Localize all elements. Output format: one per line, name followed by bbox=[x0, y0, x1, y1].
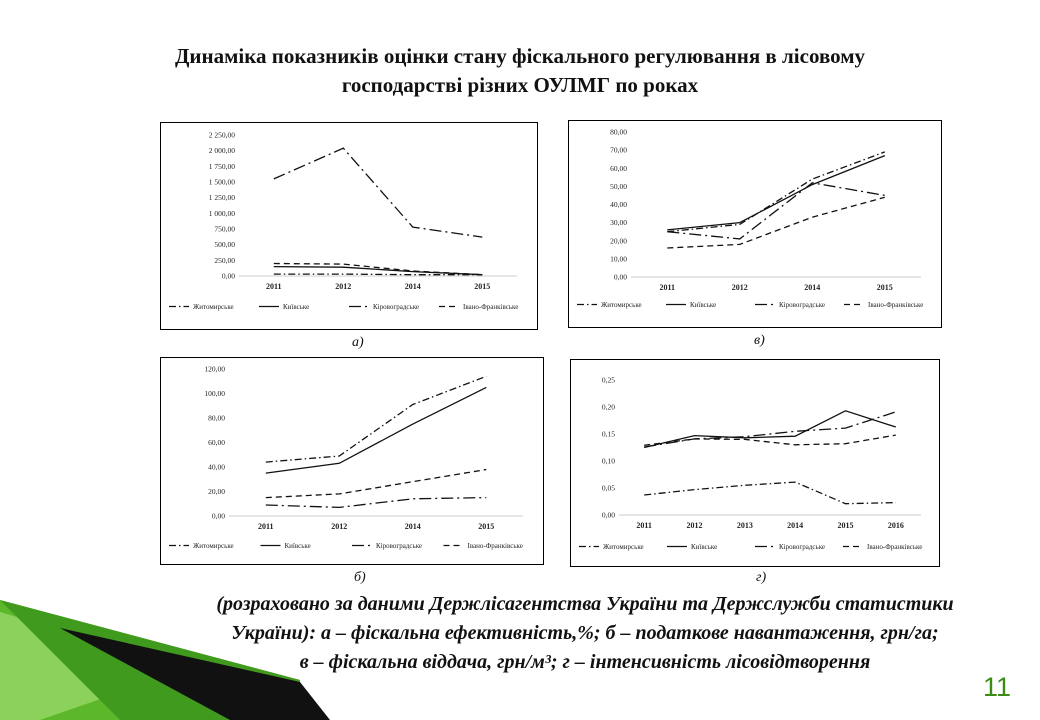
y-tick-label: 0,00 bbox=[613, 272, 627, 282]
legend-label: Кіровоградське bbox=[779, 301, 826, 309]
y-tick-label: 80,00 bbox=[610, 127, 627, 137]
y-tick-label: 70,00 bbox=[610, 145, 627, 155]
chart-panel-g bbox=[570, 359, 940, 567]
legend-label: Київське bbox=[691, 543, 718, 551]
y-tick-label: 0,00 bbox=[601, 510, 615, 520]
title-line-1: Динаміка показників оцінки стану фіскального регулювання в лісовому bbox=[174, 44, 866, 68]
chart-panel-a bbox=[160, 122, 538, 330]
chart-label-g: г) bbox=[756, 570, 767, 585]
y-tick-label: 2 250,00 bbox=[208, 130, 235, 140]
chart-label-a: а) bbox=[352, 335, 364, 350]
y-tick-label: 120,00 bbox=[204, 364, 225, 374]
x-tick-label: 2014 bbox=[804, 283, 821, 292]
caption-line-3: в – фіскальна віддача, грн/м³; г – інтенсивність лісовідтворення bbox=[299, 651, 871, 673]
chart-g bbox=[571, 360, 939, 566]
x-tick-label: 2015 bbox=[478, 522, 495, 531]
x-tick-label: 2015 bbox=[876, 283, 893, 292]
y-tick-label: 20,00 bbox=[610, 236, 627, 246]
chart-label-v: в) bbox=[754, 333, 765, 348]
legend-label: Кіровоградське bbox=[779, 543, 826, 551]
chart-panel-b bbox=[160, 357, 544, 565]
x-tick-label: 2012 bbox=[731, 283, 748, 292]
x-tick-label: 2012 bbox=[331, 522, 348, 531]
series-line-4 bbox=[266, 470, 487, 498]
series-line-1 bbox=[266, 376, 487, 462]
y-tick-label: 1 750,00 bbox=[208, 161, 235, 171]
x-tick-label: 2014 bbox=[787, 521, 804, 530]
legend-label: Кіровоградське bbox=[376, 542, 423, 550]
y-tick-label: 40,00 bbox=[208, 462, 225, 472]
x-tick-label: 2014 bbox=[404, 522, 421, 531]
series-line-2 bbox=[667, 156, 885, 230]
y-tick-label: 1 500,00 bbox=[208, 177, 235, 187]
legend-label: Івано-Франківське bbox=[467, 542, 523, 550]
page-title bbox=[60, 42, 980, 100]
y-tick-label: 750,00 bbox=[214, 224, 235, 234]
legend-label: Київське bbox=[690, 301, 717, 309]
y-tick-label: 50,00 bbox=[610, 181, 627, 191]
chart-b bbox=[161, 358, 543, 564]
x-tick-label: 2011 bbox=[636, 521, 652, 530]
legend-label: Кіровоградське bbox=[373, 303, 420, 311]
y-tick-label: 1 250,00 bbox=[208, 193, 235, 203]
y-tick-label: 0,00 bbox=[221, 271, 235, 281]
series-line-4 bbox=[667, 197, 885, 248]
chart-panel-v bbox=[568, 120, 942, 328]
series-line-1 bbox=[644, 482, 896, 504]
chart-a bbox=[161, 123, 537, 329]
legend-label: Київське bbox=[283, 303, 310, 311]
x-tick-label: 2012 bbox=[335, 282, 352, 291]
legend-label: Київське bbox=[284, 542, 311, 550]
y-tick-label: 20,00 bbox=[208, 487, 225, 496]
x-tick-label: 2015 bbox=[837, 521, 854, 530]
figure-caption bbox=[120, 590, 1040, 677]
series-line-3 bbox=[274, 148, 483, 237]
y-tick-label: 60,00 bbox=[610, 163, 627, 173]
x-tick-label: 2011 bbox=[257, 522, 274, 531]
legend-label: Житомирське bbox=[603, 543, 644, 551]
y-tick-label: 60,00 bbox=[208, 438, 225, 447]
x-tick-label: 2011 bbox=[659, 283, 676, 292]
x-tick-label: 2014 bbox=[404, 282, 421, 291]
series-line-3 bbox=[266, 498, 487, 508]
y-tick-label: 0,15 bbox=[601, 429, 615, 439]
legend-label: Івано-Франківське bbox=[463, 303, 519, 311]
legend-label: Житомирське bbox=[601, 301, 642, 309]
y-tick-label: 500,00 bbox=[214, 240, 235, 250]
series-line-1 bbox=[274, 274, 483, 275]
x-tick-label: 2011 bbox=[265, 282, 282, 291]
y-tick-label: 40,00 bbox=[610, 200, 627, 209]
y-tick-label: 80,00 bbox=[208, 413, 225, 423]
legend-label: Житомирське bbox=[193, 303, 234, 311]
title-line-2: господарстві різних ОУЛМГ по роках bbox=[341, 73, 699, 97]
y-tick-label: 100,00 bbox=[204, 389, 225, 398]
page-number: 11 bbox=[983, 672, 1012, 702]
y-tick-label: 0,25 bbox=[601, 375, 615, 385]
series-line-1 bbox=[667, 152, 885, 232]
caption-line-1: (розраховано за даними Держлісагентства України та Держслужби статистики bbox=[216, 593, 954, 615]
x-tick-label: 2013 bbox=[736, 521, 753, 530]
x-tick-label: 2016 bbox=[887, 521, 904, 530]
chart-v bbox=[569, 121, 941, 327]
y-tick-label: 250,00 bbox=[214, 255, 235, 265]
y-tick-label: 2 000,00 bbox=[208, 146, 235, 156]
y-tick-label: 30,00 bbox=[610, 218, 627, 228]
legend-label: Житомирське bbox=[193, 542, 234, 550]
y-tick-label: 0,00 bbox=[211, 511, 225, 521]
caption-line-2: України): а – фіскальна ефективність,%; б – податкове навантаження, грн/га; bbox=[231, 622, 939, 644]
x-tick-label: 2015 bbox=[474, 282, 491, 291]
y-tick-label: 1 000,00 bbox=[208, 208, 235, 218]
y-tick-label: 0,05 bbox=[601, 483, 615, 493]
legend-label: Івано-Франківське bbox=[868, 301, 924, 309]
y-tick-label: 0,20 bbox=[601, 402, 615, 412]
y-tick-label: 0,10 bbox=[601, 456, 615, 466]
legend-label: Івано-Франківське bbox=[867, 543, 923, 551]
x-tick-label: 2012 bbox=[686, 521, 703, 530]
chart-label-b: б) bbox=[354, 570, 366, 585]
y-tick-label: 10,00 bbox=[610, 254, 627, 264]
